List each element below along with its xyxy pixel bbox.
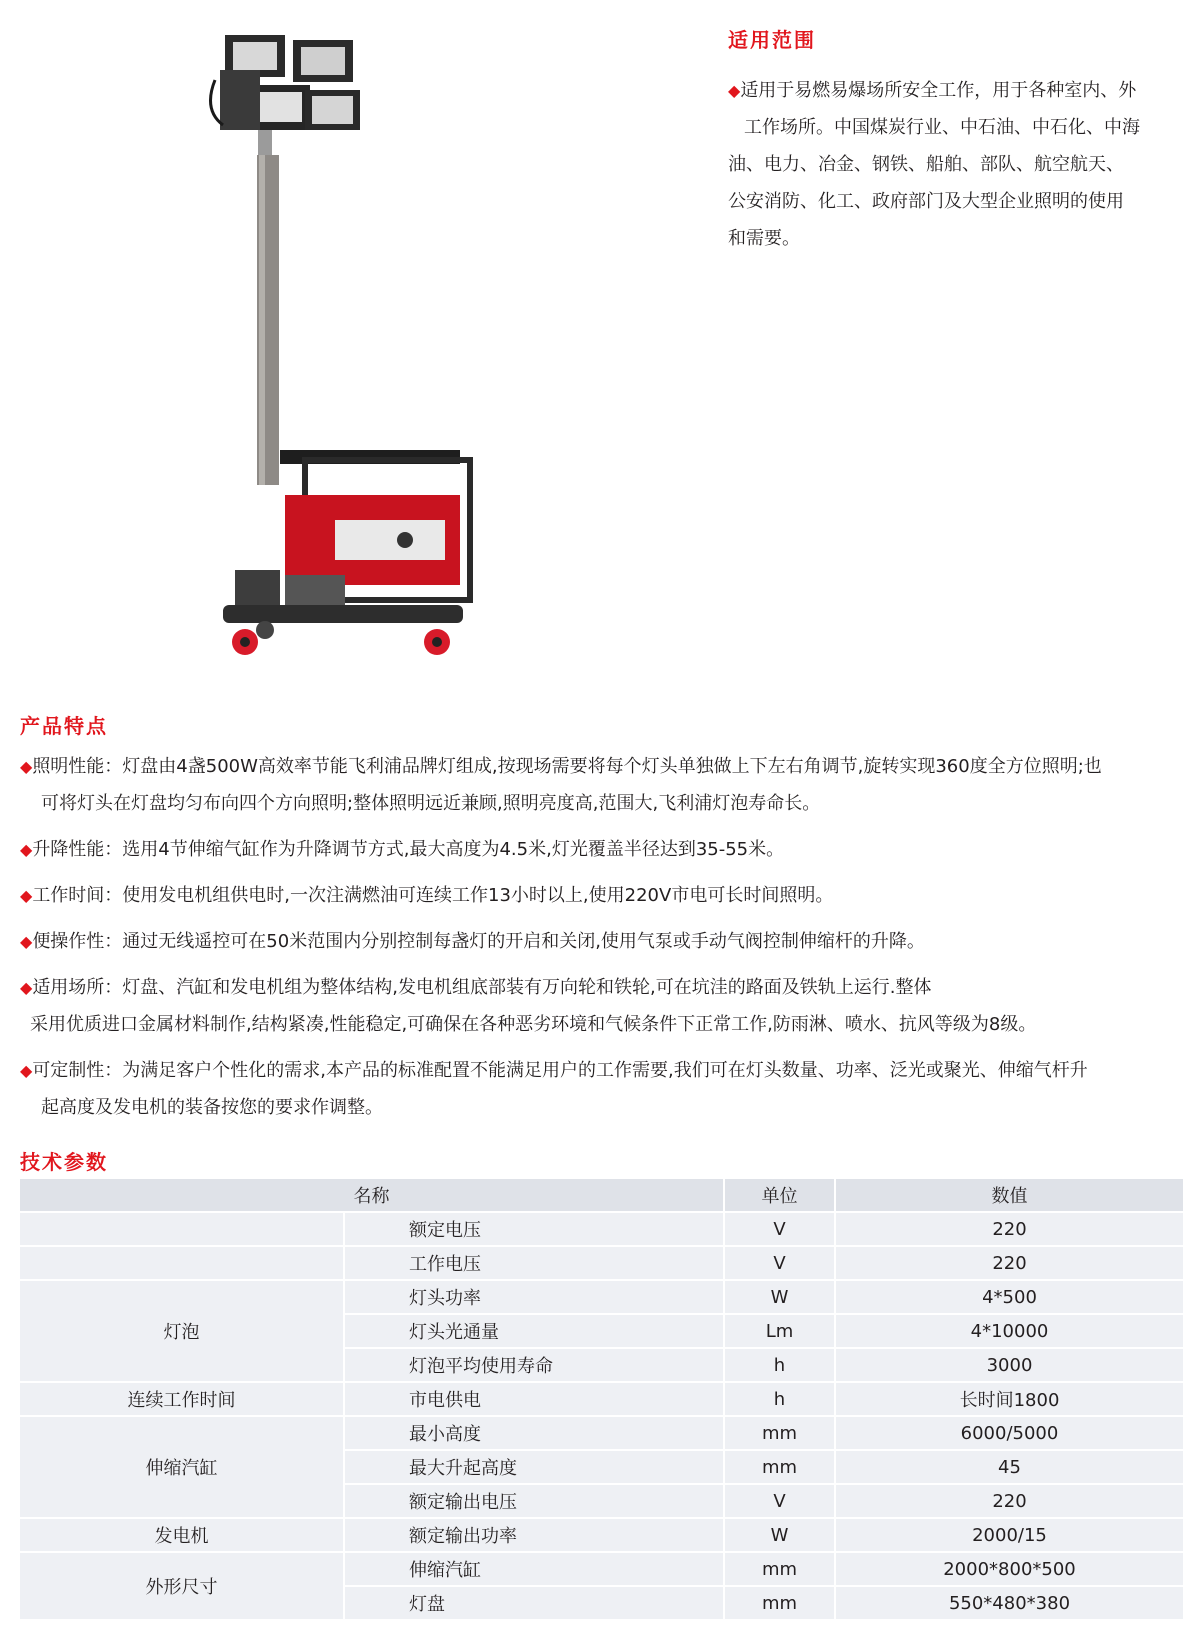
table-row [20, 1416, 1183, 1450]
param-name: 灯泡平均使用寿命 [344, 1348, 724, 1382]
feature-item: ◆适用场所：灯盘、汽缸和发电机组为整体结构,发电机组底部装有万向轮和铁轮,可在坑洼的路面及铁轨上运行.整体 采用优质进口金属材料制作,结构紧凑,性能稳定,可确保在各种恶劣环境和气候条件下正常工作,防雨淋、喷水、抗风等级为8级。 [20, 977, 1037, 1035]
feature-item: ◆工作时间：使用发电机组供电时,一次注满燃油可连续工作13小时以上,使用220V市电可长时间照明。 [20, 885, 834, 906]
scope-text [728, 72, 1183, 257]
param-name: 额定电压 [344, 1212, 724, 1246]
param-name: 灯头功率 [344, 1280, 724, 1314]
param-value: 长时间1800 [835, 1382, 1183, 1416]
specs-title: 技术参数 [20, 1150, 108, 1174]
group-cell [20, 1246, 344, 1280]
table-row [20, 1552, 1183, 1586]
param-unit: mm [724, 1450, 835, 1484]
table-row [20, 1518, 1183, 1552]
param-name: 工作电压 [344, 1246, 724, 1280]
header-value: 数值 [835, 1179, 1183, 1212]
param-value: 220 [835, 1246, 1183, 1280]
param-name: 额定输出电压 [344, 1484, 724, 1518]
group-cell: 伸缩汽缸 [20, 1416, 344, 1518]
diamond-icon: ◆ [20, 840, 33, 859]
feature-item: ◆升降性能：选用4节伸缩气缸作为升降调节方式,最大高度为4.5米,灯光覆盖半径达到35-55米。 [20, 839, 785, 860]
param-value: 2000*800*500 [835, 1552, 1183, 1586]
header-unit: 单位 [724, 1179, 835, 1212]
feature-item: ◆可定制性：为满足客户个性化的需求,本产品的标准配置不能满足用户的工作需要,我们可在灯头数量、功率、泛光或聚光、伸缩气杆升 起高度及发电机的装备按您的要求作调整。 [20, 1060, 1088, 1118]
product-image [205, 30, 505, 670]
group-cell: 发电机 [20, 1518, 344, 1552]
table-row [20, 1382, 1183, 1416]
param-unit: V [724, 1246, 835, 1280]
scope-title: 适用范围 [728, 28, 816, 52]
scope-line: 油、电力、冶金、钢铁、船舶、部队、航空航天、 [728, 154, 1124, 175]
param-value: 6000/5000 [835, 1416, 1183, 1450]
scope-line: ◆适用于易燃易爆场所安全工作，用于各种室内、外 [728, 80, 1137, 101]
features-title: 产品特点 [20, 714, 108, 738]
param-name: 市电供电 [344, 1382, 724, 1416]
param-name: 额定输出功率 [344, 1518, 724, 1552]
param-unit: mm [724, 1552, 835, 1586]
param-value: 3000 [835, 1348, 1183, 1382]
floodlight-cluster [211, 35, 361, 130]
param-unit: V [724, 1484, 835, 1518]
param-name: 灯头光通量 [344, 1314, 724, 1348]
spec-table [20, 1179, 1183, 1621]
group-cell: 灯泡 [20, 1280, 344, 1382]
features-list [20, 748, 1185, 1135]
scope-line: 公安消防、化工、政府部门及大型企业照明的使用 [728, 191, 1124, 212]
group-cell: 外形尺寸 [20, 1552, 344, 1620]
diamond-icon: ◆ [20, 932, 33, 951]
param-value: 4*10000 [835, 1314, 1183, 1348]
scope-line: 工作场所。中国煤炭行业、中石油、中石化、中海 [744, 117, 1140, 138]
param-unit: W [724, 1518, 835, 1552]
param-unit: V [724, 1212, 835, 1246]
table-header-row [20, 1179, 1183, 1212]
param-value: 45 [835, 1450, 1183, 1484]
diamond-icon: ◆ [20, 1061, 33, 1080]
param-name: 灯盘 [344, 1586, 724, 1620]
param-unit: W [724, 1280, 835, 1314]
param-unit: mm [724, 1586, 835, 1620]
feature-item: ◆照明性能：灯盘由4盏500W高效率节能飞利浦品牌灯组成,按现场需要将每个灯头单独做上下左右角调节,旋转实现360度全方位照明;也 可将灯头在灯盘均匀布向四个方向照明;整体照明远近兼顾,照明亮度高,范围大,飞利浦灯泡寿命长。 [20, 756, 1102, 814]
feature-item: ◆便操作性：通过无线遥控可在50米范围内分别控制每盏灯的开启和关闭,使用气泵或手动气阀控制伸缩杆的升降。 [20, 931, 925, 952]
group-cell: 连续工作时间 [20, 1382, 344, 1416]
diamond-icon: ◆ [20, 978, 33, 997]
param-value: 220 [835, 1484, 1183, 1518]
param-value: 4*500 [835, 1280, 1183, 1314]
group-cell [20, 1212, 344, 1246]
param-value: 220 [835, 1212, 1183, 1246]
scope-line: 和需要。 [728, 228, 800, 249]
param-unit: Lm [724, 1314, 835, 1348]
param-unit: h [724, 1348, 835, 1382]
param-unit: h [724, 1382, 835, 1416]
diamond-icon: ◆ [728, 81, 741, 100]
table-row [20, 1280, 1183, 1314]
param-value: 2000/15 [835, 1518, 1183, 1552]
table-row [20, 1212, 1183, 1246]
param-value: 550*480*380 [835, 1586, 1183, 1620]
table-row [20, 1246, 1183, 1280]
diamond-icon: ◆ [20, 757, 33, 776]
param-name: 伸缩汽缸 [344, 1552, 724, 1586]
param-name: 最小高度 [344, 1416, 724, 1450]
param-unit: mm [724, 1416, 835, 1450]
diamond-icon: ◆ [20, 886, 33, 905]
header-name: 名称 [20, 1179, 724, 1212]
param-name: 最大升起高度 [344, 1450, 724, 1484]
